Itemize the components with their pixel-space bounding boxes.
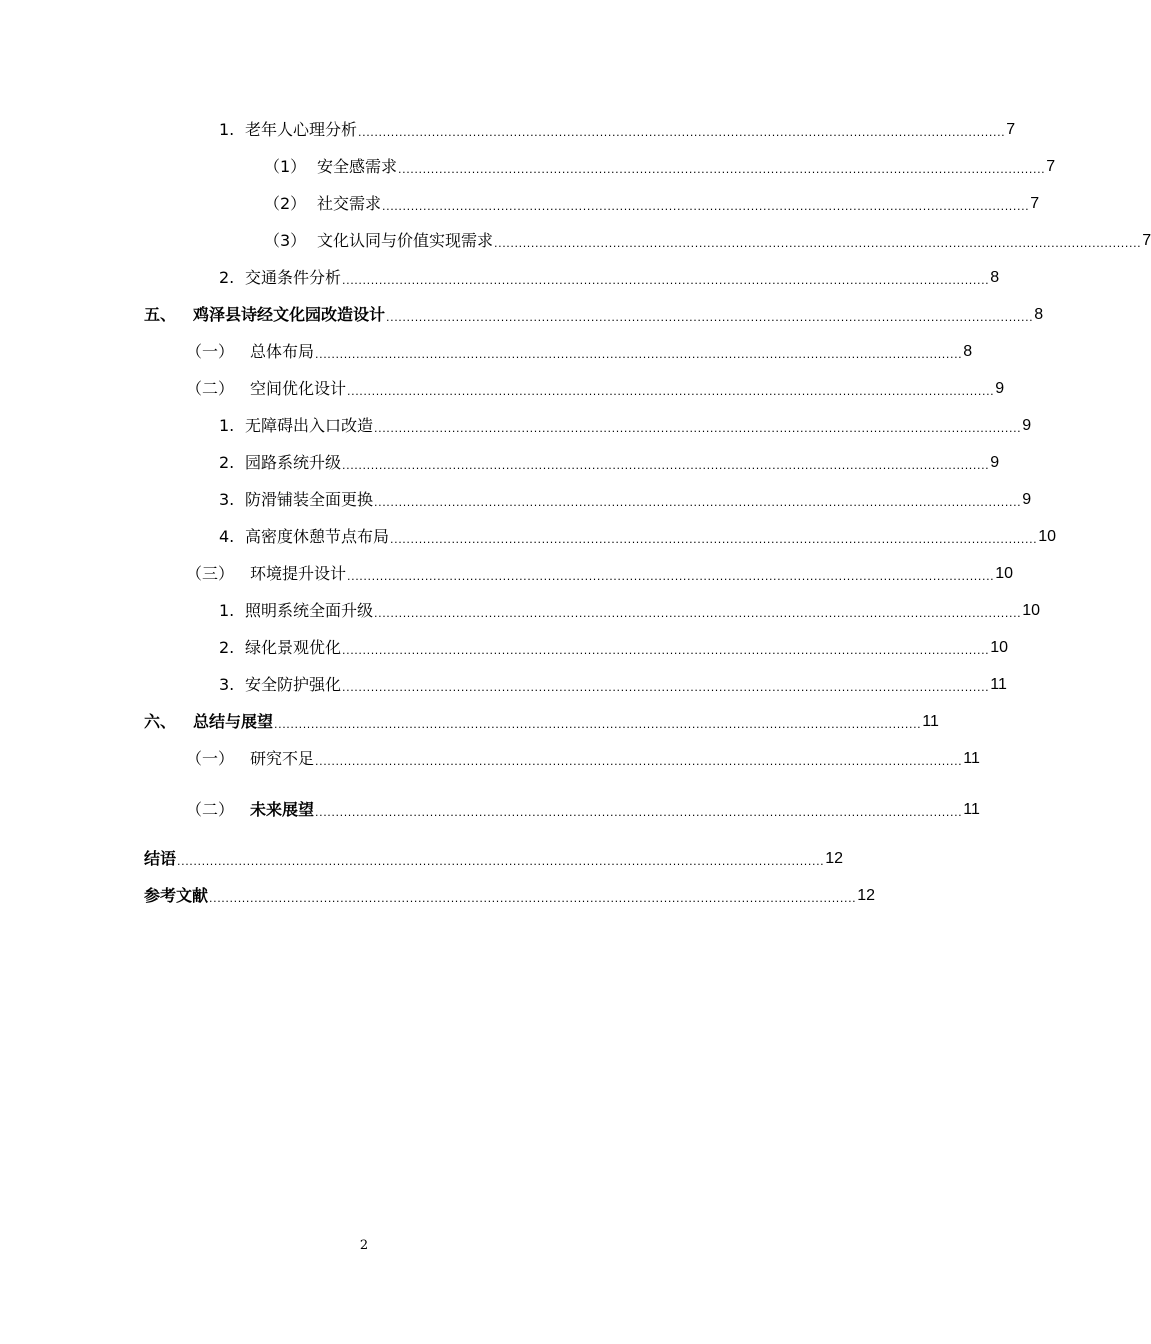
dot-leader: .............................................................................................................................................................. — [315, 755, 963, 768]
toc-entry[interactable] — [219, 449, 1000, 473]
toc-entry-number: 3. — [219, 490, 235, 509]
dot-leader: .............................................................................................................................................................. — [398, 163, 1046, 176]
toc-entry[interactable] — [144, 882, 876, 906]
toc-entry-number: （三） — [186, 564, 235, 583]
toc-entry-number: （一） — [186, 342, 235, 361]
toc-entry-number: 1. — [219, 601, 235, 620]
toc-entry-page: 11 — [922, 713, 939, 730]
toc-entry-title: 未来展望 — [250, 800, 315, 819]
toc-entry-title: 参考文献 — [144, 886, 209, 905]
page-number: 2 — [359, 1238, 369, 1253]
toc-entry-number: （2） — [264, 194, 307, 213]
toc-entry[interactable] — [186, 560, 1014, 584]
toc-entry-page: 8 — [990, 269, 1000, 286]
dot-leader: .............................................................................................................................................................. — [358, 126, 1006, 139]
dot-leader: .............................................................................................................................................................. — [347, 570, 995, 583]
toc-entry-page: 10 — [1022, 602, 1041, 619]
toc-entry-page: 11 — [990, 676, 1007, 693]
toc-entry[interactable] — [219, 486, 1032, 510]
toc-entry-page: 7 — [1006, 121, 1016, 138]
toc-entry-title: 社交需求 — [317, 194, 382, 213]
dot-leader: .............................................................................................................................................................. — [374, 607, 1022, 620]
toc-entry-number: （二） — [186, 379, 235, 398]
toc-entry-page: 9 — [995, 380, 1005, 397]
toc-entry-title: 安全防护强化 — [245, 675, 342, 694]
toc-entry-title: 结语 — [144, 849, 177, 868]
toc-entry-title: 环境提升设计 — [250, 564, 347, 583]
toc-entry-title: 老年人心理分析 — [245, 120, 358, 139]
toc-entry-title: 绿化景观优化 — [245, 638, 342, 657]
dot-leader: .............................................................................................................................................................. — [342, 274, 990, 287]
dot-leader: .............................................................................................................................................................. — [177, 855, 825, 868]
dot-leader: .............................................................................................................................................................. — [390, 533, 1038, 546]
toc-entry-number: （一） — [186, 749, 235, 768]
toc-entry-number: 1. — [219, 120, 235, 139]
toc-entry[interactable] — [186, 796, 980, 820]
toc-entry-title: 照明系统全面升级 — [245, 601, 374, 620]
toc-entry[interactable] — [264, 153, 1056, 177]
dot-leader: .............................................................................................................................................................. — [342, 681, 990, 694]
toc-entry-number: （二） — [186, 800, 235, 819]
toc-entry-title: 空间优化设计 — [250, 379, 347, 398]
toc-entry-page: 7 — [1030, 195, 1040, 212]
toc-entry-title: 总体布局 — [250, 342, 315, 361]
toc-entry-number: （3） — [264, 231, 307, 250]
toc-entry-title: 总结与展望 — [193, 712, 274, 731]
dot-leader: .............................................................................................................................................................. — [209, 892, 857, 905]
toc-entry-number: 五、 — [144, 305, 177, 324]
toc-entry[interactable] — [264, 227, 1151, 251]
toc-entry-title: 研究不足 — [250, 749, 315, 768]
toc-entry-page: 10 — [995, 565, 1014, 582]
toc-entry-page: 10 — [1038, 528, 1057, 545]
toc-entry-number: 3. — [219, 675, 235, 694]
dot-leader: .............................................................................................................................................................. — [347, 385, 995, 398]
dot-leader: .............................................................................................................................................................. — [342, 459, 990, 472]
toc-entry[interactable] — [219, 597, 1041, 621]
dot-leader: .............................................................................................................................................................. — [315, 348, 963, 361]
dot-leader: .............................................................................................................................................................. — [374, 422, 1022, 435]
toc-entry-title: 园路系统升级 — [245, 453, 342, 472]
toc-entry[interactable] — [144, 301, 1044, 325]
toc-entry[interactable] — [219, 671, 1007, 695]
toc-entry-page: 10 — [990, 639, 1009, 656]
toc-entry-title: 无障碍出入口改造 — [245, 416, 374, 435]
toc-entry[interactable] — [186, 338, 973, 362]
toc-entry-page: 9 — [1022, 491, 1032, 508]
toc-entry[interactable] — [219, 116, 1016, 140]
toc-entry[interactable] — [144, 845, 844, 869]
toc-entry[interactable] — [186, 375, 1005, 399]
toc-entry-title: 安全感需求 — [317, 157, 398, 176]
toc-entry[interactable] — [186, 745, 980, 769]
dot-leader: .............................................................................................................................................................. — [386, 311, 1034, 324]
toc-entry-page: 9 — [1022, 417, 1032, 434]
toc-entry[interactable] — [219, 634, 1009, 658]
toc-entry-number: 六、 — [144, 712, 177, 731]
toc-entry-title: 交通条件分析 — [245, 268, 342, 287]
toc-entry-number: 1. — [219, 416, 235, 435]
toc-entry[interactable] — [219, 523, 1057, 547]
toc-entry-number: 2. — [219, 268, 235, 287]
toc-entry-title: 鸡泽县诗经文化园改造设计 — [193, 305, 386, 324]
toc-entry[interactable] — [219, 412, 1032, 436]
toc-entry-page: 8 — [1034, 306, 1044, 323]
toc-entry-page: 12 — [825, 850, 844, 867]
dot-leader: .............................................................................................................................................................. — [274, 718, 922, 731]
toc-entry-title: 文化认同与价值实现需求 — [317, 231, 494, 250]
toc-entry-title: 高密度休憩节点布局 — [245, 527, 390, 546]
dot-leader: .............................................................................................................................................................. — [494, 237, 1142, 250]
toc-entry-number: 2. — [219, 453, 235, 472]
toc-entry-page: 9 — [990, 454, 1000, 471]
toc-entry-page: 7 — [1046, 158, 1056, 175]
toc-entry-title: 防滑铺装全面更换 — [245, 490, 374, 509]
toc-entry-page: 8 — [963, 343, 973, 360]
dot-leader: .............................................................................................................................................................. — [315, 806, 963, 819]
toc-entry-number: 4. — [219, 527, 235, 546]
toc-entry-number: 2. — [219, 638, 235, 657]
toc-entry-number: （1） — [264, 157, 307, 176]
toc-entry-page: 11 — [963, 801, 980, 818]
toc-entry[interactable] — [219, 264, 1000, 288]
toc-entry[interactable] — [264, 190, 1040, 214]
toc-entry-page: 11 — [963, 750, 980, 767]
dot-leader: .............................................................................................................................................................. — [374, 496, 1022, 509]
dot-leader: .............................................................................................................................................................. — [342, 644, 990, 657]
toc-entry-page: 12 — [857, 887, 876, 904]
toc-entry[interactable] — [144, 708, 939, 732]
toc-entry-page: 7 — [1142, 232, 1151, 249]
dot-leader: .............................................................................................................................................................. — [382, 200, 1030, 213]
